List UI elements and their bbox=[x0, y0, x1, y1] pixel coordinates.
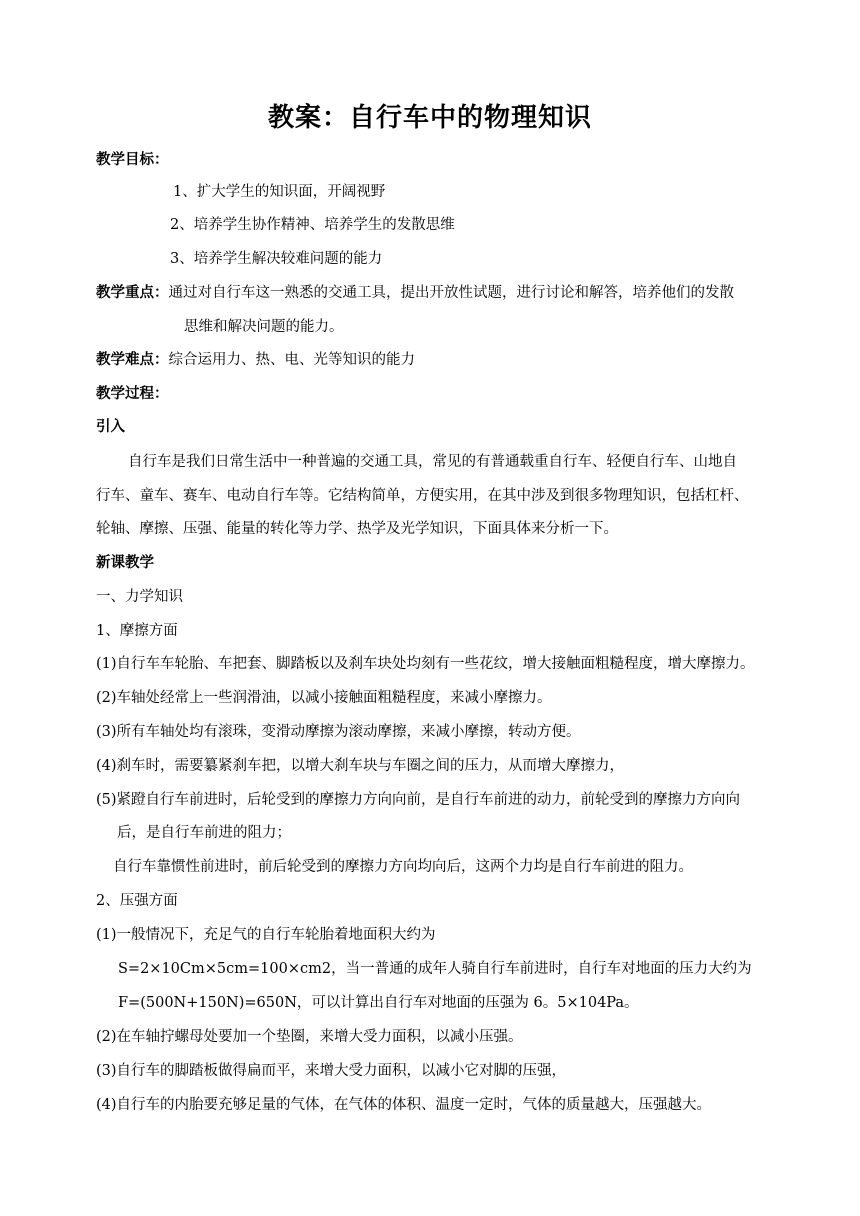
friction-item-note: 自行车靠惯性前进时，前后轮受到的摩擦力方向均向后，这两个力均是自行车前进的阻力。 bbox=[113, 859, 693, 875]
key-points-text: 通过对自行车这一熟悉的交通工具，提出开放性试题，进行讨论和解答，培养他们的发散 bbox=[168, 285, 734, 301]
process-heading: 教学过程： bbox=[96, 385, 169, 402]
mechanics-heading: 一、力学知识 bbox=[96, 589, 183, 605]
objectives-heading: 教学目标： bbox=[96, 151, 169, 168]
friction-item: (3)所有车轴处均有滚珠，变滑动摩擦为滚动摩擦，来减小摩擦，转动方便。 bbox=[96, 724, 581, 740]
key-points-paragraph bbox=[96, 283, 734, 303]
intro-line: 自行车是我们日常生活中一种普遍的交通工具，常见的有普通载重自行车、轻便自行车、山地自 bbox=[128, 454, 737, 470]
pressure-item: (4)自行车的内胎要充够足量的气体，在气体的体积、温度一定时，气体的质量越大，压强越大。 bbox=[96, 1097, 712, 1113]
intro-line: 行车、童车、赛车、电动自行车等。它结构简单，方便实用，在其中涉及到很多物理知识，包括杠杆、 bbox=[96, 488, 749, 504]
intro-line: 轮轴、摩擦、压强、能量的转化等力学、热学及光学知识，下面具体来分析一下。 bbox=[96, 521, 618, 537]
new-lesson-heading: 新课教学 bbox=[96, 554, 154, 571]
key-points-label: 教学重点： bbox=[96, 284, 169, 301]
friction-item-continuation: 后，是自行车前进的阻力； bbox=[117, 825, 291, 841]
friction-item: (1)自行车车轮胎、车把套、脚踏板以及刹车块处均刻有一些花纹，增大接触面粗糙程度，增大摩擦力。 bbox=[96, 656, 755, 672]
difficulties-label: 教学难点： bbox=[96, 351, 169, 368]
friction-heading: 1、摩擦方面 bbox=[96, 623, 178, 639]
pressure-item: (1)一般情况下，充足气的自行车轮胎着地面积大约为 bbox=[96, 927, 436, 943]
pressure-heading: 2、压强方面 bbox=[96, 893, 178, 909]
pressure-item: (3)自行车的脚踏板做得扁而平，来增大受力面积，以减小它对脚的压强， bbox=[96, 1063, 567, 1079]
key-points-continuation: 思维和解决问题的能力。 bbox=[184, 319, 344, 335]
objective-item: 2、培养学生协作精神、培养学生的发散思维 bbox=[170, 217, 455, 233]
friction-item: (5)紧蹬自行车前进时，后轮受到的摩擦力方向向前，是自行车前进的动力，前轮受到的摩擦力方向向 bbox=[96, 792, 741, 808]
document-title: 教案：自行车中的物理知识 bbox=[267, 103, 592, 133]
intro-heading: 引入 bbox=[96, 418, 125, 435]
difficulties-text: 综合运用力、热、电、光等知识的能力 bbox=[168, 352, 415, 368]
pressure-item-continuation: S=2×10Cm×5cm=100×cm2，当一普通的成年人骑自行车前进时，自行车对地面的压力大约为 bbox=[118, 961, 752, 977]
difficulties-paragraph bbox=[96, 350, 415, 370]
objective-item: 3、培养学生解决较难问题的能力 bbox=[170, 251, 383, 267]
friction-item: (2)车轴处经常上一些润滑油，以减小接触面粗糙程度，来减小摩擦力。 bbox=[96, 690, 552, 706]
pressure-item-continuation: F=(500N+150N)=650N，可以计算出自行车对地面的压强为 6。5×104Pa。 bbox=[118, 995, 639, 1011]
objective-item: 1、扩大学生的知识面，开阔视野 bbox=[173, 184, 386, 200]
pressure-item: (2)在车轴拧螺母处要加一个垫圈，来增大受力面积，以减小压强。 bbox=[96, 1029, 523, 1045]
friction-item: (4)刹车时，需要纂紧刹车把，以增大刹车块与车圈之间的压力，从而增大摩擦力， bbox=[96, 758, 625, 774]
